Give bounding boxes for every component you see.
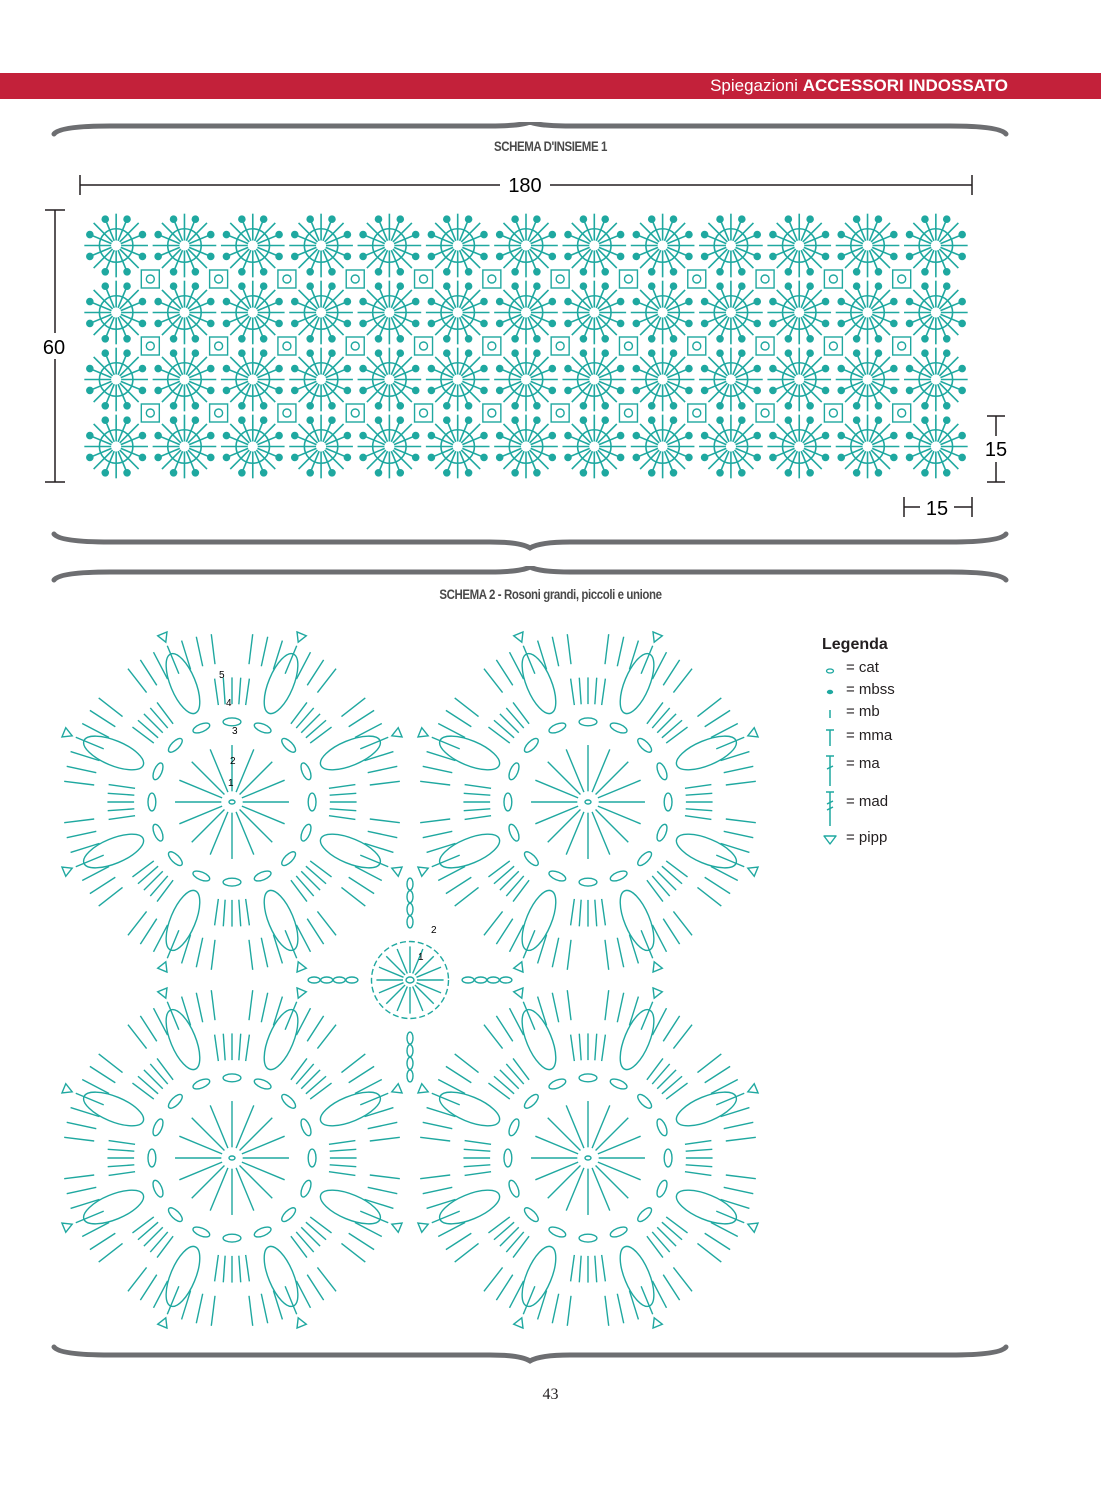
overview-join	[619, 337, 637, 355]
overview-join	[756, 270, 774, 288]
overview-motif	[494, 281, 558, 345]
overview-join	[346, 270, 364, 288]
overview-motif	[699, 415, 763, 479]
overview-motif	[767, 348, 831, 412]
legend-item: = mbss	[822, 680, 1022, 702]
height-label: 60	[42, 337, 66, 359]
brace-bottom-2	[50, 1335, 1010, 1365]
overview-motif	[631, 214, 695, 278]
overview-join	[893, 337, 911, 355]
legend	[822, 636, 1022, 850]
schema2-diagram	[0, 610, 800, 1350]
legend-item: = ma	[822, 752, 1022, 790]
double-crochet-icon	[822, 752, 838, 790]
overview-motif	[836, 281, 900, 345]
overview-join	[893, 404, 911, 422]
overview-motif	[631, 281, 695, 345]
page-number: 43	[542, 1386, 559, 1403]
overview-join	[415, 270, 433, 288]
overview-join	[483, 337, 501, 355]
brace-bottom-1	[50, 522, 1010, 552]
overview-join	[688, 404, 706, 422]
overview-join	[551, 337, 569, 355]
legend-title: Legenda	[822, 636, 888, 653]
overview-motif	[153, 415, 217, 479]
overview-join	[893, 270, 911, 288]
overview-motif	[289, 348, 353, 412]
overview-join	[415, 404, 433, 422]
overview-motif	[494, 415, 558, 479]
overview-motif	[84, 415, 148, 479]
overview-motif	[358, 214, 422, 278]
large-rosette	[418, 988, 758, 1328]
overview-join	[756, 404, 774, 422]
picot-icon	[822, 828, 838, 850]
overview-join	[346, 337, 364, 355]
half-double-icon	[822, 724, 838, 752]
overview-join	[210, 404, 228, 422]
overview-motif	[904, 281, 968, 345]
overview-motif	[221, 415, 285, 479]
overview-motif	[358, 415, 422, 479]
small-round-label-2: 2	[431, 925, 437, 936]
overview-motif	[358, 348, 422, 412]
overview-join	[415, 337, 433, 355]
overview-motif	[631, 348, 695, 412]
overview-join	[824, 337, 842, 355]
overview-motif	[699, 281, 763, 345]
overview-join	[824, 404, 842, 422]
overview-join	[346, 404, 364, 422]
small-rosette	[308, 878, 512, 1082]
treble-crochet-icon	[822, 790, 838, 828]
overview-motif	[836, 348, 900, 412]
legend-item: = mb	[822, 702, 1022, 724]
chain-icon	[822, 658, 838, 680]
overview-motif	[494, 348, 558, 412]
overview-join	[756, 337, 774, 355]
overview-motif	[904, 348, 968, 412]
overview-motif	[767, 214, 831, 278]
header-category: ACCESSORI INDOSSATO	[802, 76, 1008, 95]
overview-motif	[767, 281, 831, 345]
overview-join	[141, 270, 159, 288]
overview-motif	[699, 348, 763, 412]
legend-item: = mad	[822, 790, 1022, 828]
overview-join	[278, 337, 296, 355]
overview-join	[483, 270, 501, 288]
overview-motif	[562, 415, 626, 479]
width-label: 180	[508, 175, 542, 197]
overview-motif	[153, 348, 217, 412]
overview-motif	[221, 214, 285, 278]
overview-motif	[289, 281, 353, 345]
overview-motif	[289, 214, 353, 278]
motif-width-label: 15	[925, 498, 949, 520]
overview-join	[278, 270, 296, 288]
overview-motif	[836, 214, 900, 278]
overview-motif	[426, 214, 490, 278]
overview-join	[619, 404, 637, 422]
legend-item: = cat	[822, 658, 1022, 680]
header-section: Spiegazioni	[710, 76, 798, 95]
overview-join	[210, 270, 228, 288]
overview-motif	[904, 415, 968, 479]
round-label-5: 5	[219, 670, 225, 681]
header-title	[710, 77, 1008, 95]
legend-item: = mma	[822, 724, 1022, 752]
overview-join	[688, 337, 706, 355]
large-rosette	[418, 632, 758, 972]
overview-motif	[426, 348, 490, 412]
overview-motif	[84, 348, 148, 412]
schema2-title: SCHEMA 2 - Rosoni grandi, piccoli e unione	[439, 586, 662, 602]
overview-motif	[426, 281, 490, 345]
overview-motif	[562, 281, 626, 345]
small-round-label-1: 1	[418, 952, 424, 963]
overview-motif	[153, 281, 217, 345]
motif-height-label: 15	[984, 439, 1008, 461]
overview-motif	[699, 214, 763, 278]
overview-join	[278, 404, 296, 422]
overview-motif	[631, 415, 695, 479]
overview-motif	[221, 348, 285, 412]
large-rosette	[62, 988, 402, 1328]
rosette-group	[62, 632, 758, 1328]
overview-motif	[289, 415, 353, 479]
overview-motif	[562, 214, 626, 278]
schema1-title: SCHEMA D'INSIEME 1	[494, 138, 607, 154]
round-label-2: 2	[230, 756, 236, 767]
overview-join	[141, 337, 159, 355]
legend-item: = pipp	[822, 828, 1022, 850]
slip-stitch-icon	[822, 680, 838, 702]
overview-join	[551, 270, 569, 288]
single-crochet-icon	[822, 702, 838, 724]
overview-join	[210, 337, 228, 355]
overview-join	[619, 270, 637, 288]
overview-motif	[836, 415, 900, 479]
overview-motif	[358, 281, 422, 345]
lace-grid	[82, 212, 970, 480]
overview-motif	[153, 214, 217, 278]
large-rosette	[62, 632, 402, 972]
overview-join	[141, 404, 159, 422]
schema1-diagram	[0, 160, 1101, 550]
overview-join	[688, 270, 706, 288]
overview-motif	[84, 281, 148, 345]
overview-motif	[767, 415, 831, 479]
overview-join	[824, 270, 842, 288]
round-label-4: 4	[226, 698, 232, 709]
round-label-1: 1	[228, 778, 234, 789]
overview-motif	[221, 281, 285, 345]
overview-motif	[426, 415, 490, 479]
overview-join	[551, 404, 569, 422]
overview-motif	[562, 348, 626, 412]
overview-motif	[904, 214, 968, 278]
round-label-3: 3	[232, 726, 238, 737]
overview-motif	[494, 214, 558, 278]
overview-motif	[84, 214, 148, 278]
overview-join	[483, 404, 501, 422]
